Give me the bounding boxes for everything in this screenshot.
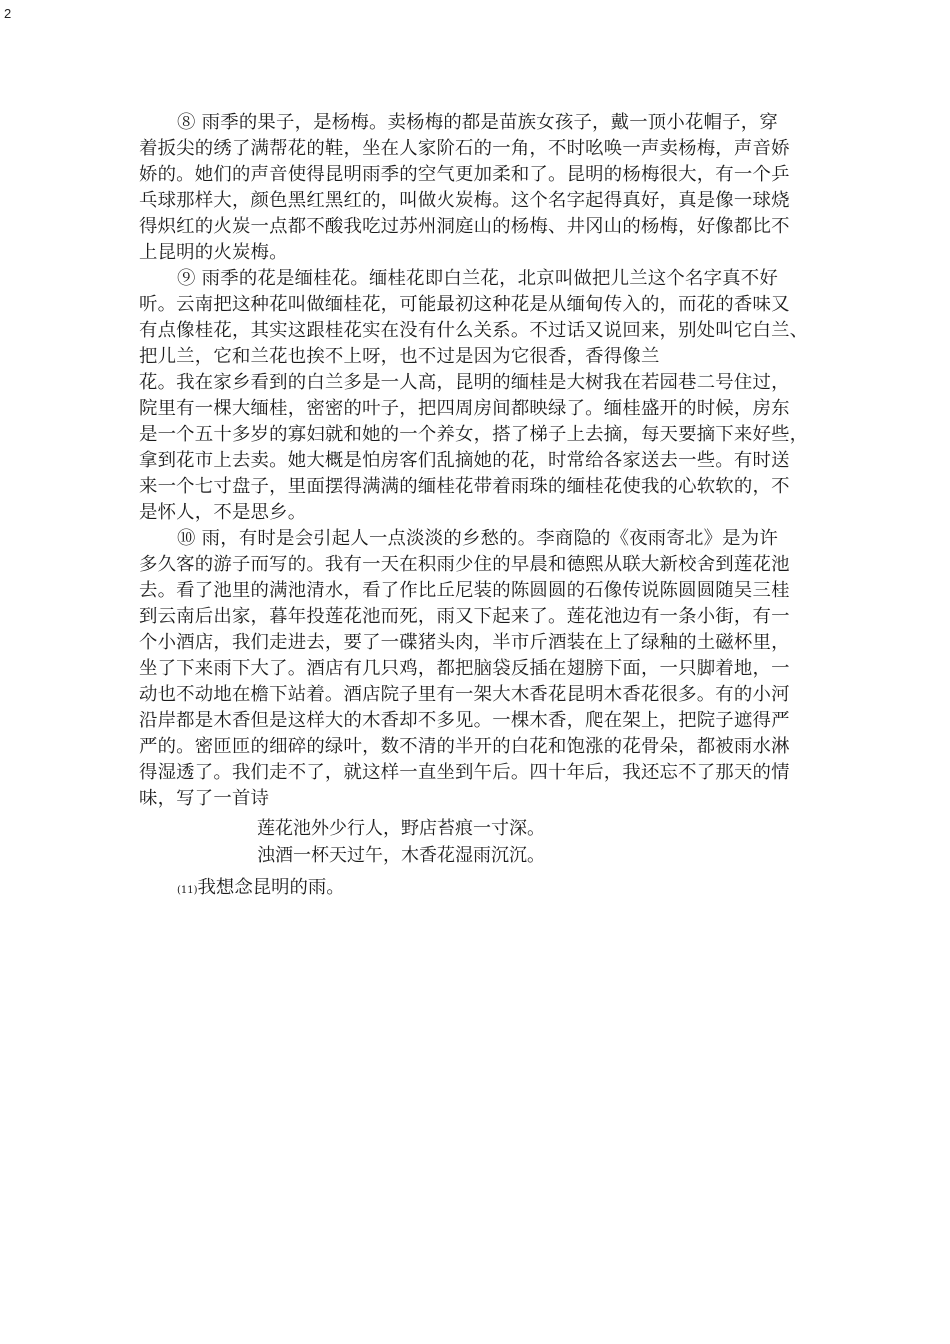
text-line: ⑩ 雨，有时是会引起人一点淡淡的乡愁的。李商隐的《夜雨寄北》是为许 bbox=[177, 528, 778, 549]
text-line: 乓球那样大，颜色黑红黑红的，叫做火炭梅。这个名字起得真好，真是像一球烧 bbox=[139, 190, 790, 211]
document-body bbox=[139, 110, 819, 904]
text-line: ⑨ 雨季的花是缅桂花。缅桂花即白兰花，北京叫做把儿兰这个名字真不好 bbox=[177, 268, 778, 289]
text-line: 动也不动地在檐下站着。酒店院子里有一架大木香花昆明木香花很多。有的小河 bbox=[139, 684, 790, 705]
text-line: 娇的。她们的声音使得昆明雨季的空气更加柔和了。昆明的杨梅很大，有一个乒 bbox=[139, 164, 790, 185]
text-line: 多久客的游子而写的。我有一天在积雨少住的早晨和德熙从联大新校舍到莲花池 bbox=[139, 554, 790, 575]
poem-line: 浊酒一杯天过午，木香花湿雨沉沉。 bbox=[257, 845, 545, 866]
text-line: 是怀人，不是思乡。 bbox=[139, 502, 307, 523]
page-number: 2 bbox=[4, 6, 12, 21]
poem bbox=[139, 815, 819, 869]
paragraph-10 bbox=[139, 526, 819, 812]
text-line: 沿岸都是木香但是这样大的木香却不多见。一棵木香，爬在架上，把院子遮得严 bbox=[139, 710, 790, 731]
paragraph-11 bbox=[139, 875, 819, 904]
text-line: 得炽红的火炭一点都不酸我吃过苏州洞庭山的杨梅、井冈山的杨梅，好像都比不 bbox=[139, 216, 790, 237]
paragraph-text: 我想念昆明的雨。 bbox=[197, 877, 345, 898]
paragraph-number: (11) bbox=[177, 885, 198, 896]
text-line: 来一个七寸盘子，里面摆得满满的缅桂花带着雨珠的缅桂花使我的心软软的，不 bbox=[139, 476, 790, 497]
text-line: 严的。密匝匝的细碎的绿叶，数不清的半开的白花和饱涨的花骨朵，都被雨水淋 bbox=[139, 736, 790, 757]
text-line: 上昆明的火炭梅。 bbox=[139, 242, 288, 263]
text-line: 味，写了一首诗 bbox=[139, 788, 270, 809]
text-line: 拿到花市上去卖。她大概是怕房客们乱摘她的花，时常给各家送去一些。有时送 bbox=[139, 450, 790, 471]
text-line: ⑧ 雨季的果子，是杨梅。卖杨梅的都是苗族女孩子，戴一顶小花帽子，穿 bbox=[177, 112, 778, 133]
text-line: 把儿兰，它和兰花也挨不上呀，也不过是因为它很香，香得像兰 bbox=[139, 346, 660, 367]
text-line: 院里有一棵大缅桂，密密的叶子，把四周房间都映绿了。缅桂盛开的时候，房东 bbox=[139, 398, 790, 419]
text-line: 去。看了池里的满池清水，看了作比丘尼装的陈圆圆的石像传说陈圆圆随吴三桂 bbox=[139, 580, 790, 601]
text-line: 个小酒店，我们走进去，要了一碟猪头肉，半市斤酒装在上了绿釉的土磁杯里， bbox=[139, 632, 790, 653]
text-line: 有点像桂花，其实这跟桂花实在没有什么关系。不过话又说回来，别处叫它白兰、 bbox=[139, 320, 809, 341]
text-line: 着扳尖的绣了满帮花的鞋，坐在人家阶石的一角，不时吆唤一声卖杨梅，声音娇 bbox=[139, 138, 790, 159]
poem-line: 莲花池外少行人，野店苔痕一寸深。 bbox=[257, 818, 545, 839]
text-line: 坐了下来雨下大了。酒店有几只鸡，都把脑袋反插在翅膀下面，一只脚着地，一 bbox=[139, 658, 790, 679]
text-line: 得湿透了。我们走不了，就这样一直坐到午后。四十年后，我还忘不了那天的情 bbox=[139, 762, 790, 783]
paragraph-9 bbox=[139, 266, 819, 526]
text-line: 是一个五十多岁的寡妇就和她的一个养女，搭了梯子上去摘，每天要摘下来好些， bbox=[139, 424, 809, 445]
text-line: 花。我在家乡看到的白兰多是一人高，昆明的缅桂是大树我在若园巷二号住过， bbox=[139, 372, 790, 393]
text-line: 听。云南把这种花叫做缅桂花，可能最初这种花是从缅甸传入的，而花的香味又 bbox=[139, 294, 790, 315]
paragraph-8 bbox=[139, 110, 819, 266]
text-line: 到云南后出家，暮年投莲花池而死，雨又下起来了。莲花池边有一条小街，有一 bbox=[139, 606, 790, 627]
